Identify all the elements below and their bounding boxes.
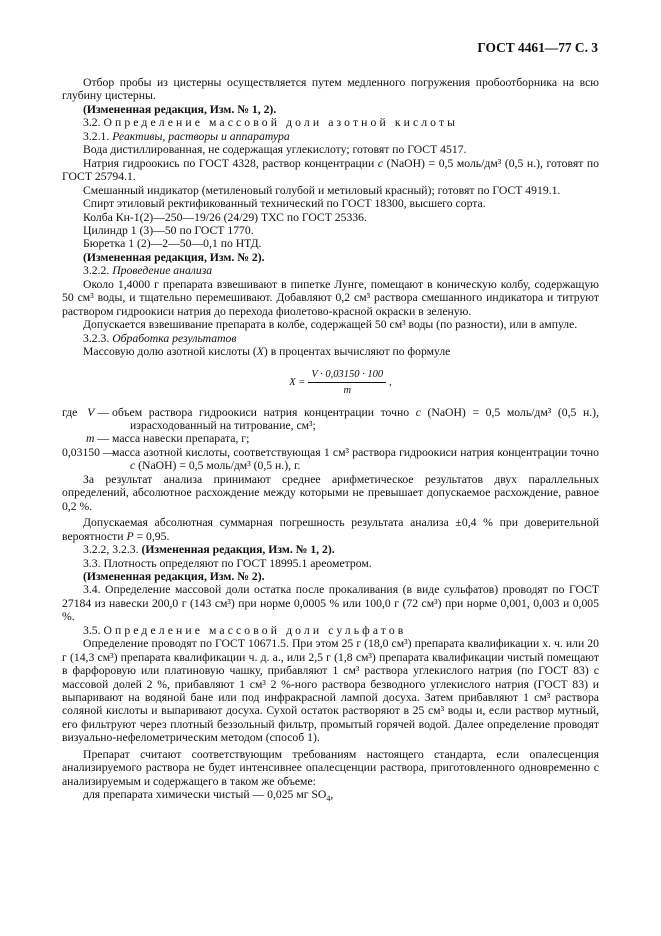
paragraph (62, 237, 599, 250)
formula-lhs: X = (289, 376, 306, 388)
text-run: Определение проводят по ГОСТ 10671.5. При этом 25 г (18,0 см³) препарата квалификации х. ч. или 20 г (14,3 см³) препарата квалификации ч. д. а., или 2,5 г (1,8 см³) препарата квалификации чистый помещают в фарфоровую или платиновую чашку, прибавляют 1 см³ раствора углекислого натрия (по ГОСТ 83) с массовой долей 2 %, прибавляют 1 см³ 2 %-ного раствора безводного углекислого натрия (ГОСТ 83) и выпаривают на водяной бане или под инфракрасной лампой досуха. Затем прибавляют 1 см³ раствора соляной кислоты и выпаривают досуха. Сухой остаток растворяют в 25 см³ воды и, если раствор мутный, его фильтруют через плотный беззольный фильтр, промытый горячей водой. Далее определение проводят визуально-нефелометрическим методом (способ 1). (62, 637, 599, 745)
text-run: Смешанный индикатор (метиленовый голубой и метиловый красный); готовят по ГОСТ 4919.1. (83, 183, 561, 197)
paragraph (62, 184, 599, 197)
paragraph (62, 130, 599, 143)
paragraph (62, 543, 599, 556)
paragraph (62, 224, 599, 237)
text-run: 3.5. (83, 623, 104, 637)
text-run: 3.2.2. (83, 264, 113, 278)
text-run: Массовую долю азотной кислоты ( (83, 345, 257, 359)
definition-item (62, 432, 599, 445)
italic-text: Проведение анализа (112, 264, 213, 278)
paragraph (62, 76, 599, 103)
revision-note: (Измененная редакция, Изм. № 2). (83, 250, 265, 264)
text-run: 3.4. Определение массовой доли остатка после прокаливания (в виде сульфатов) проводят по ГОСТ 27184 из навески 200,0 г (143 см³) при норме 0,0005 % или 100,0 г (72 см³) при норме 0,001, 0,003 и 0,005 %. (62, 583, 599, 624)
paragraph (62, 624, 599, 637)
text-run: ) в процентах вычисляют по формуле (263, 345, 451, 359)
text-run: (NaOH) = 0,5 моль/дм³ (0,5 н.), израсходованный на титрование, см³; (130, 405, 599, 432)
text-run: объем раствора гидроокиси натрия концентрации точно (112, 405, 416, 419)
italic-text: Обработка результатов (112, 331, 237, 345)
text-run: 3.2. (83, 116, 104, 130)
paragraph (62, 264, 599, 277)
italic-text: c (130, 459, 136, 473)
paragraph (62, 332, 599, 345)
text-run: Допускаемая абсолютная суммарная погрешность результата анализа ±0,4 % при доверительной вероятности (62, 516, 599, 543)
paragraph (62, 211, 599, 224)
paragraph (62, 570, 599, 583)
text-run: — (94, 432, 109, 446)
paragraph (62, 143, 599, 156)
paragraph (62, 788, 599, 805)
paragraph (62, 278, 599, 318)
page-header: ГОСТ 4461—77 С. 3 (477, 40, 598, 55)
text-run: Допускается взвешивание препарата в колбе, содержащей 50 см³ воды (по разности), или в ампуле. (83, 318, 578, 332)
italic-text: P (126, 529, 134, 543)
document-body (62, 76, 599, 806)
text-run: (NaOH) = 0,5 моль/дм³ (0,5 н.), готовят по ГОСТ 25794.1. (62, 156, 599, 184)
paragraph (62, 516, 599, 543)
text-run: 3.2.3. (83, 331, 113, 345)
paragraph (62, 251, 599, 264)
paragraph (62, 345, 599, 358)
paragraph (62, 116, 599, 129)
text-run: Отбор пробы из цистерны осуществляется путем медленного погружения пробоотборника на всю глубину цистерны. (62, 76, 599, 103)
section-heading: Определение массовой доли сульфатов (103, 623, 407, 637)
definition-term (62, 445, 115, 473)
italic-text: Реактивы, растворы и аппаратура (112, 129, 290, 143)
text-run: Около 1,4000 г препарата взвешивают в пипетке Лунге, помещают в коническую колбу, содержащую 50 см³ воды, и тщательно перемешивают. Добавляют 0,2 см³ раствора смешанного индикатора и титруют раствором гидроокиси натрия до перехода фиолетово-красной окраски в зеленую. (62, 277, 599, 318)
text-run: = 0,95. (133, 529, 170, 543)
paragraph (62, 318, 599, 331)
paragraph (62, 583, 599, 623)
definition-lead: где (62, 405, 78, 419)
text-run: масса навески препарата, г; (112, 432, 250, 446)
text-run: За результат анализа принимают среднее арифметическое результатов двух параллельных определений, абсолютное расхождение между которыми не превышает допускаемое расхождение, равное 0,2 %. (62, 472, 599, 513)
paragraph (62, 157, 599, 184)
text-run: 3.3. Плотность определяют по ГОСТ 18995.1 ареометром. (83, 556, 372, 570)
definition-desc (109, 432, 599, 445)
definition-desc (109, 446, 599, 473)
revision-note: (Измененная редакция, Изм. № 1, 2). (83, 102, 277, 116)
text-run: Колба Кн-1(2)—250—19/26 (24/29) ТХС по ГОСТ 25336. (83, 210, 367, 224)
paragraph (62, 197, 599, 210)
text-run: Бюретка 1 (2)—2—50—0,1 по НТД. (83, 237, 262, 251)
text-run: — (94, 405, 109, 419)
formula-tail: , (389, 376, 392, 388)
text-run: Цилиндр 1 (3)—50 по ГОСТ 1770. (83, 223, 254, 237)
formula-denominator: m (343, 385, 352, 397)
text-run: Вода дистиллированная, не содержащая углекислоту; готовят по ГОСТ 4517. (83, 143, 467, 157)
revision-note: (Измененная редакция, Изм. № 1, 2). (141, 543, 335, 557)
text-run: 4 (326, 794, 331, 804)
formula-fraction (308, 368, 386, 398)
revision-note: (Измененная редакция, Изм. № 2). (83, 569, 265, 583)
text-run: Препарат считают соответствующим требованиям настоящего стандарта, если опалесценция анализируемого раствора не будет интенсивнее опалесценции раствора, приготовленного одновременно с анализируемым и содержащего в таком же объеме: (62, 747, 599, 788)
paragraph (62, 557, 599, 570)
paragraph (62, 473, 599, 513)
italic-text: X (256, 345, 264, 359)
text-run: 0,03150 — (62, 445, 115, 459)
text-run: , (330, 788, 334, 802)
text-run: для препарата химически чистый — 0,025 мг SO (83, 788, 327, 802)
italic-text: m (85, 432, 95, 446)
text-run: Спирт этиловый ректификованный технический по ГОСТ 18300, высшего сорта. (83, 197, 486, 211)
definition-item (62, 406, 599, 433)
italic-text: c (415, 405, 421, 419)
text-run: (NaOH) = 0,5 моль/дм³ (0,5 н.), г. (135, 459, 301, 473)
text-run: 3.2.1. (83, 129, 113, 143)
paragraph (62, 637, 599, 745)
italic-text: c (377, 156, 384, 170)
formula-numerator: V · 0,03150 · 100 (308, 368, 386, 383)
text-run: 3.2.2, 3.2.3. (83, 543, 142, 557)
paragraph (62, 748, 599, 788)
formula (62, 363, 599, 403)
text-run: масса азотной кислоты, соответствующая 1 см³ раствора гидроокиси натрия концентрации точно (112, 445, 599, 459)
section-heading: Определение массовой доли азотной кислоты (103, 116, 459, 130)
paragraph (62, 103, 599, 116)
definition-item (62, 446, 599, 473)
definition-term (62, 432, 109, 445)
text-run: Натрия гидроокись по ГОСТ 4328, раствор концентрации (83, 156, 378, 170)
definition-desc (109, 406, 599, 433)
italic-text: V (87, 405, 95, 419)
